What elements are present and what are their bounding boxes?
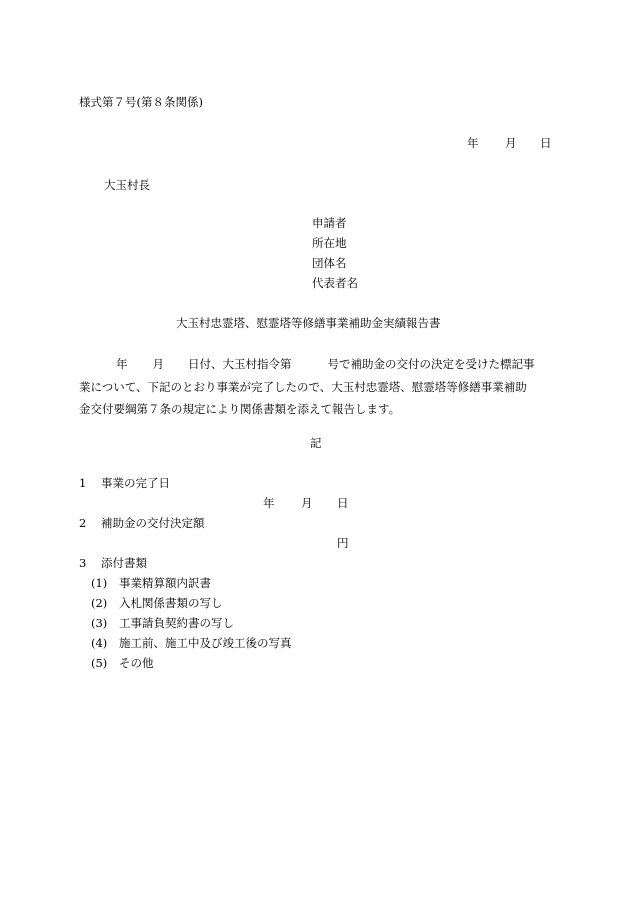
body-line-1: [79, 353, 559, 376]
body-month: 月: [152, 357, 164, 371]
attachment-1-label: 事業精算額内訳書: [119, 576, 211, 590]
attachment-4-label: 施工前、施工中及び竣工後の写真: [119, 636, 292, 650]
list-item: [91, 618, 234, 630]
section-3-label: 添付書類: [101, 556, 147, 570]
applicant-address-label: 所在地: [312, 236, 347, 250]
attachment-4-number: (4): [91, 636, 108, 650]
report-date-year: 年: [467, 136, 479, 150]
attachment-2-label: 入札関係書類の写し: [119, 596, 223, 610]
section-2-number: 2: [79, 516, 87, 530]
section-1: [79, 478, 170, 490]
amount-unit: 円: [337, 536, 349, 550]
body-year: 年: [116, 357, 128, 371]
form-label: 様式第７号(第８条関係): [79, 95, 203, 109]
body-line-3: 金交付要綱第７条の規定により関係書類を添えて報告します。: [79, 402, 401, 416]
list-item: [91, 658, 154, 670]
applicant-rep-label: 代表者名: [312, 276, 358, 290]
list-item: [91, 578, 211, 590]
body-number-segment: 号で補助金の交付の決定を受けた標記事: [327, 357, 535, 371]
ki-heading: 記: [310, 436, 322, 450]
applicant-title: 申請者: [312, 216, 347, 230]
attachment-3-number: (3): [91, 616, 108, 630]
body-day-segment: 日付、大玉村指令第: [188, 357, 292, 371]
section-3: [79, 558, 147, 570]
attachment-5-number: (5): [91, 656, 108, 670]
report-date-day: 日: [540, 136, 552, 150]
section-2-label: 補助金の交付決定額: [101, 516, 205, 530]
attachment-3-label: 工事請負契約書の写し: [119, 616, 234, 630]
body-paragraph: [79, 353, 559, 421]
attachment-1-number: (1): [91, 576, 108, 590]
body-line-2: 業について、下記のとおり事業が完了したので、大玉村忠霊塔、慰霊塔等修繕事業補助: [79, 379, 527, 394]
completion-day: 日: [337, 496, 349, 510]
section-1-label: 事業の完了日: [101, 476, 170, 490]
attachment-5-label: その他: [119, 656, 154, 670]
section-3-number: 3: [79, 556, 87, 570]
section-2: [79, 518, 205, 530]
section-1-number: 1: [79, 476, 87, 490]
report-date-month: 月: [505, 136, 517, 150]
attachment-2-number: (2): [91, 596, 108, 610]
list-item: [91, 638, 292, 650]
addressee: 大玉村長: [104, 178, 150, 192]
completion-year: 年: [263, 496, 275, 510]
completion-month: 月: [301, 496, 313, 510]
applicant-org-label: 団体名: [312, 256, 347, 270]
document-title: 大玉村忠霊塔、慰霊塔等修繕事業補助金実績報告書: [176, 316, 441, 330]
list-item: [91, 598, 223, 610]
